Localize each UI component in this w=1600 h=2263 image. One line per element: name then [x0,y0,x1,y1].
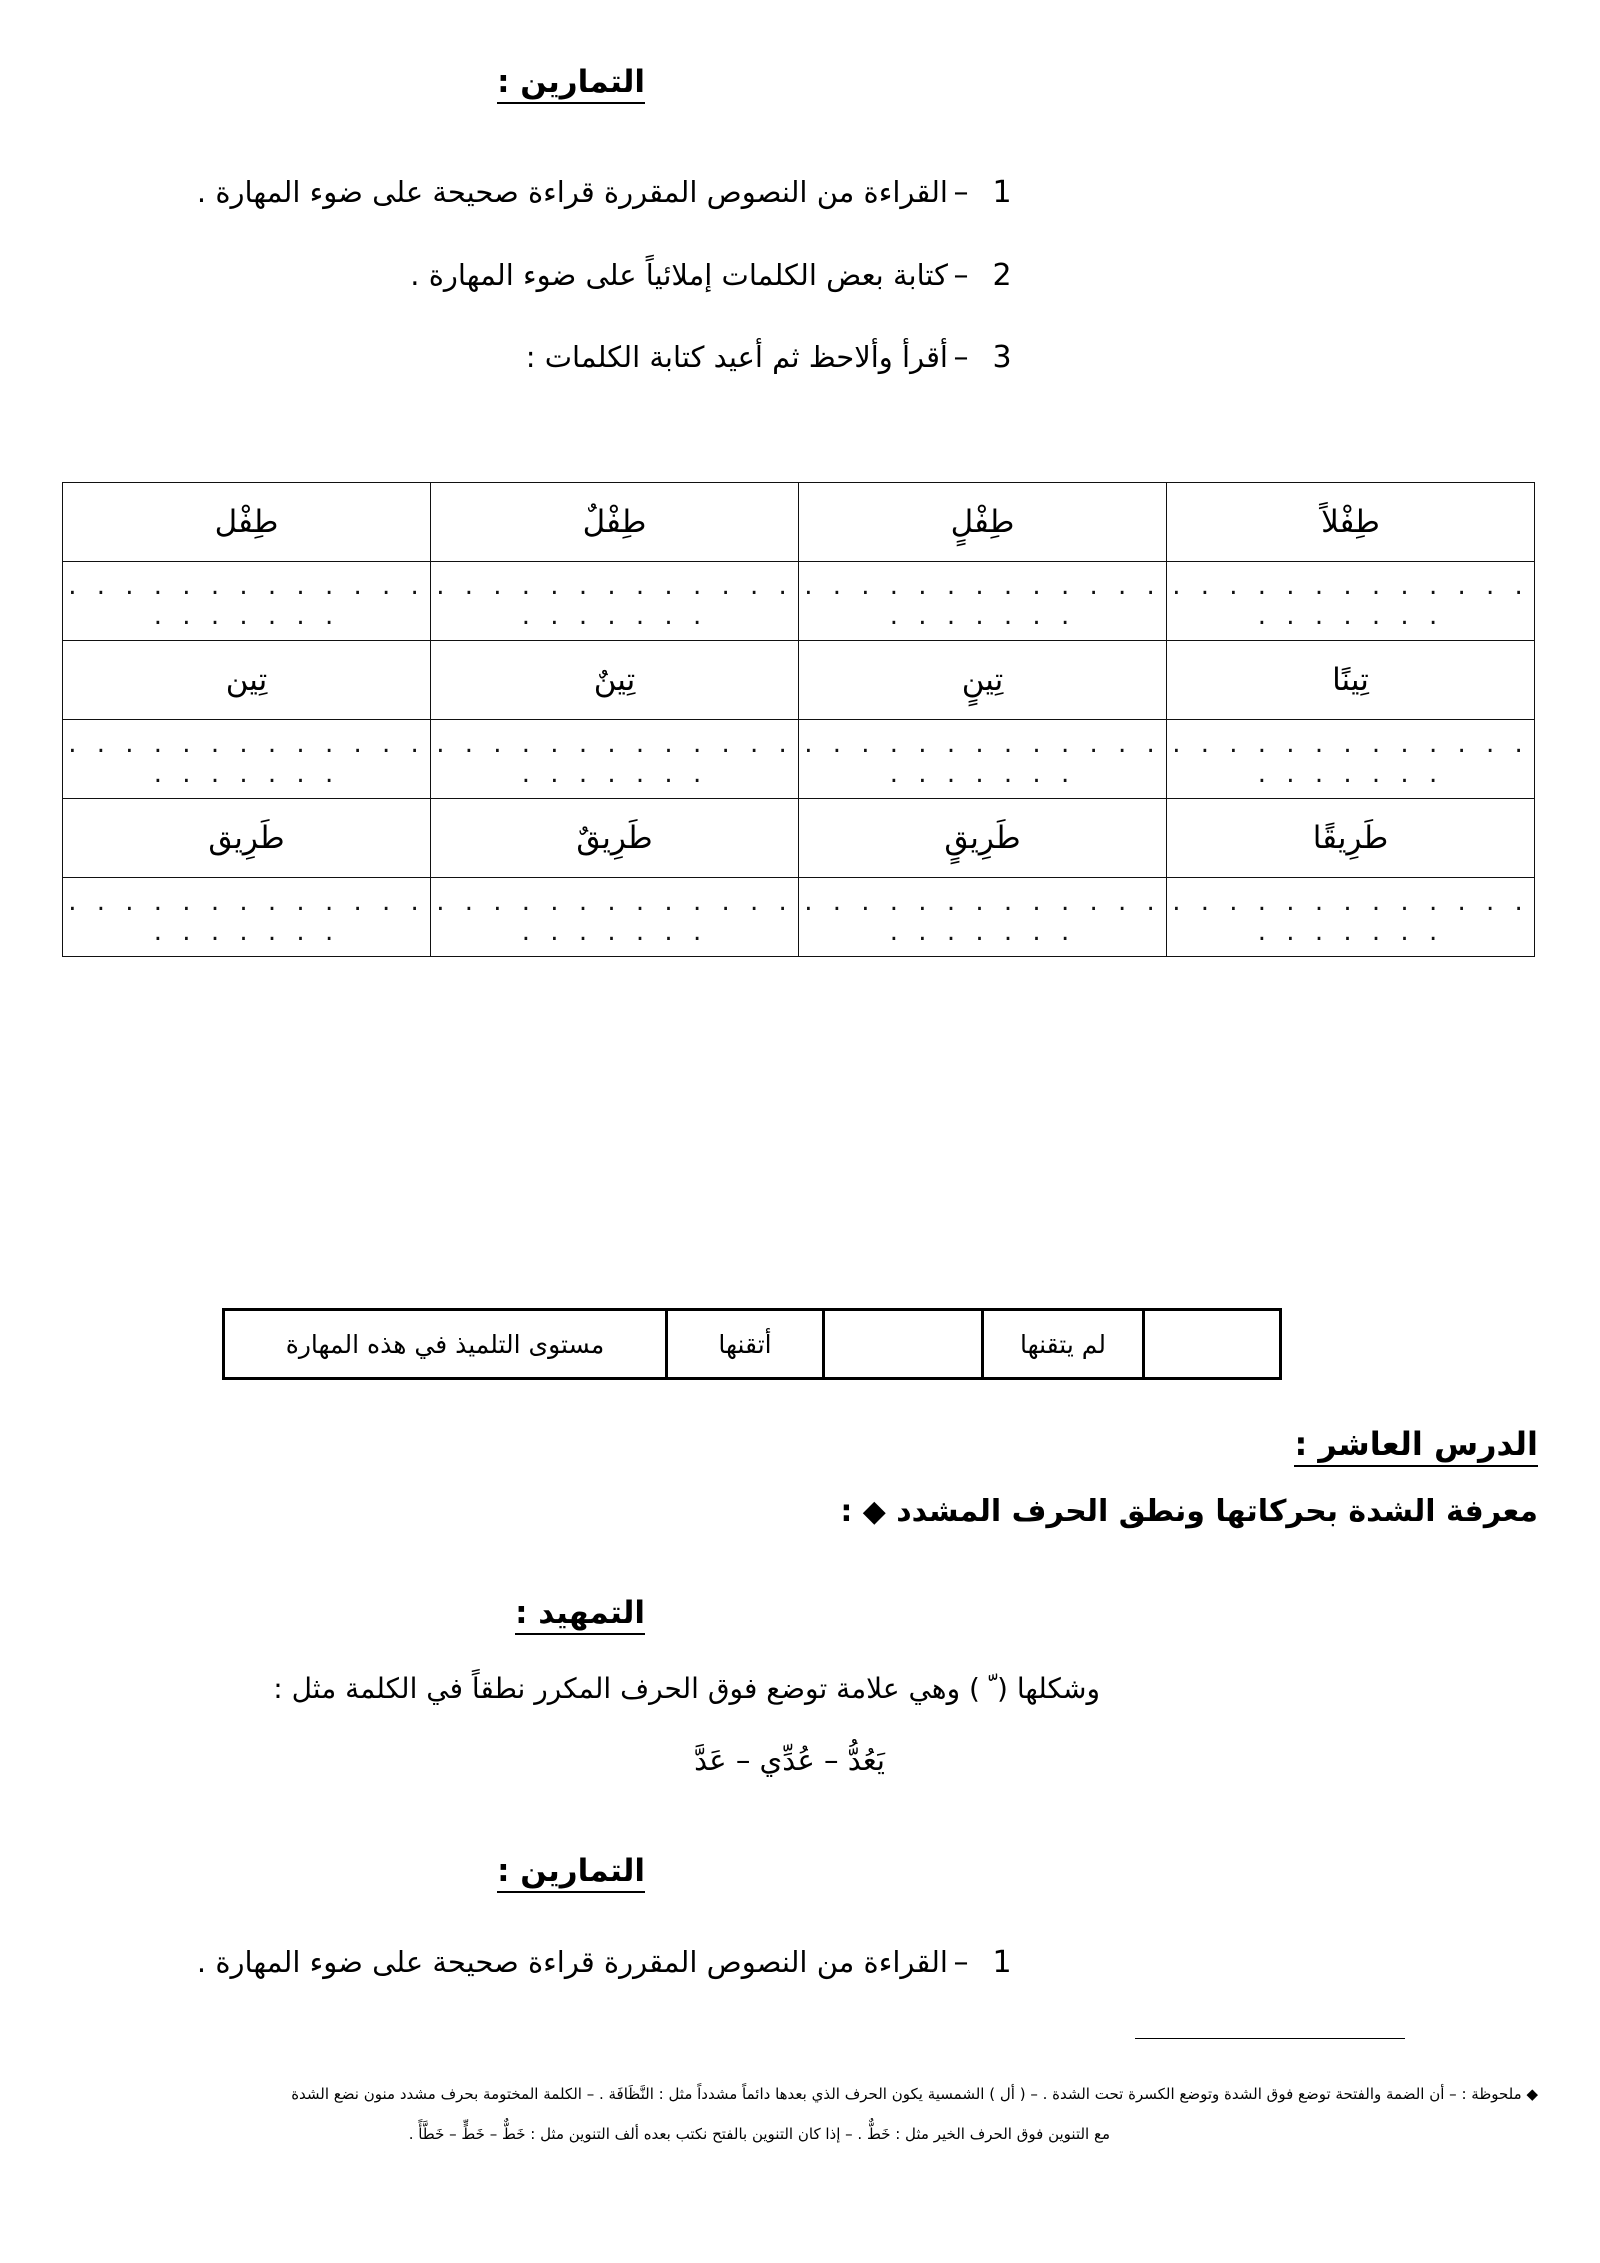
table-row [63,562,1535,641]
evaluation-label-cell: مستوى التلميذ في هذه المهارة [224,1310,667,1379]
table-row [63,878,1535,957]
table-cell-word: طَرِيقًا [1167,799,1535,878]
exercise-item-3-text: أقرأ وألاحظ ثم أعيد كتابة الكلمات : [525,340,948,374]
lesson-skill-text: معرفة الشدة بحركاتها ونطق الحرف المشدد ◆ : [840,1494,1538,1529]
table-row [63,641,1535,720]
exercises-heading-top-text: التمارين : [497,64,645,104]
table-cell-blank[interactable] [1167,562,1535,641]
lesson-title [1294,1425,1538,1463]
table-cell-blank[interactable] [431,720,799,799]
exercise-item-2-text: كتابة بعض الكلمات إملائياً على ضوء المهارة . [410,258,948,292]
mastered-checkbox-cell[interactable] [824,1310,983,1379]
table-cell-blank[interactable] [1167,720,1535,799]
dotted-line: . . . . . . . . . . . . . . . . . . . . [804,570,1161,631]
dotted-line: . . . . . . . . . . . . . . . . . . . . [68,570,425,631]
table-cell-blank[interactable] [799,878,1167,957]
practice-table [62,482,1535,957]
table-cell-blank[interactable] [63,878,431,957]
lesson-exercise-item-1-text: القراءة من النصوص المقررة قراءة صحيحة على ضوء المهارة . [196,1945,948,1979]
footnote-line-1-text: ◆ ملحوظة : – أن الضمة والفتحة توضع فوق الشدة وتوضع الكسرة تحت الشدة . – ( أل ) الشمسية يكون الحرف الذي بعدها دائماً مشدداً مثل : النَّظَافَة . – الكلمة المختومة بحرف مشدد منون نضع الشدة [291,2085,1538,2103]
exercises-heading-bottom [497,1853,645,1889]
evaluation-table [222,1308,1282,1380]
exercise-item-1-number: 1 [992,175,1012,210]
exercise-item-3-number: 3 [992,340,1012,375]
table-row [63,720,1535,799]
exercise-item-1 [197,175,1030,210]
dotted-line: . . . . . . . . . . . . . . . . . . . . [1172,570,1529,631]
table-cell-blank[interactable] [431,878,799,957]
evaluation-row [224,1310,1281,1379]
exercises-heading-top [497,64,645,100]
exercise-item-3 [526,340,1030,375]
table-row [63,483,1535,562]
lesson-exercise-item-1 [197,1945,1030,1980]
footnote-line-2-text: مع التنوين فوق الحرف الخير مثل : خَطٌّ . – إذا كان التنوين بالفتح نكتب بعده ألف التنوين مثل : خَطٌّ – خَطٍّ – خَطَّأً . [408,2125,1110,2143]
footnote-line-2 [409,2125,1110,2143]
dotted-line: . . . . . . . . . . . . . . . . . . . . [1172,728,1529,789]
exercises-heading-bottom-text: التمارين : [497,1853,645,1893]
footnote-divider [1135,2038,1405,2039]
table-cell-word: طِفْلاً [1167,483,1535,562]
dotted-line: . . . . . . . . . . . . . . . . . . . . [436,728,793,789]
intro-heading [515,1595,645,1631]
intro-text-content: وشكلها ( ّ ) وهي علامة توضع فوق الحرف المكرر نطقاً في الكلمة مثل : [273,1672,1100,1705]
exercise-item-3-dash: – [953,340,969,375]
table-cell-word: تِينٍ [799,641,1167,720]
intro-text [273,1672,1100,1705]
footnote-line-1 [291,2085,1538,2103]
table-cell-word: طَرِيقٌ [431,799,799,878]
table-cell-word: طَرِيقٍ [799,799,1167,878]
intro-heading-text: التمهيد : [515,1595,645,1635]
dotted-line: . . . . . . . . . . . . . . . . . . . . [1172,886,1529,947]
lesson-exercise-item-1-number: 1 [992,1945,1012,1980]
table-cell-word: تِينٌ [431,641,799,720]
not-mastered-label-cell: لم يتقنها [983,1310,1144,1379]
lesson-title-text: الدرس العاشر : [1294,1425,1538,1467]
exercise-item-1-dash: – [953,175,969,210]
not-mastered-checkbox-cell[interactable] [1144,1310,1281,1379]
example-words-text: يَعُدُّ – عُدِّي – عَدَّ [694,1743,885,1777]
table-cell-blank[interactable] [799,720,1167,799]
table-row [63,799,1535,878]
table-cell-word: طَرِيق [63,799,431,878]
table-cell-word: تِينًا [1167,641,1535,720]
table-cell-word: طِفْل [63,483,431,562]
table-cell-word: تِين [63,641,431,720]
dotted-line: . . . . . . . . . . . . . . . . . . . . [436,886,793,947]
exercise-item-2 [410,258,1030,293]
dotted-line: . . . . . . . . . . . . . . . . . . . . [68,886,425,947]
mastered-label-cell: أتقنها [667,1310,824,1379]
exercise-item-1-text: القراءة من النصوص المقررة قراءة صحيحة على ضوء المهارة . [196,175,948,209]
table-cell-word: طِفْلٍ [799,483,1167,562]
table-cell-blank[interactable] [63,720,431,799]
exercise-item-2-dash: – [953,258,969,293]
exercise-item-2-number: 2 [992,258,1012,293]
table-cell-blank[interactable] [1167,878,1535,957]
dotted-line: . . . . . . . . . . . . . . . . . . . . [68,728,425,789]
dotted-line: . . . . . . . . . . . . . . . . . . . . [804,728,1161,789]
lesson-exercise-item-1-dash: – [953,1945,969,1980]
dotted-line: . . . . . . . . . . . . . . . . . . . . [804,886,1161,947]
table-cell-blank[interactable] [431,562,799,641]
dotted-line: . . . . . . . . . . . . . . . . . . . . [436,570,793,631]
table-cell-word: طِفْلٌ [431,483,799,562]
example-words [694,1743,885,1777]
lesson-skill [840,1494,1538,1529]
table-cell-blank[interactable] [799,562,1167,641]
table-cell-blank[interactable] [63,562,431,641]
